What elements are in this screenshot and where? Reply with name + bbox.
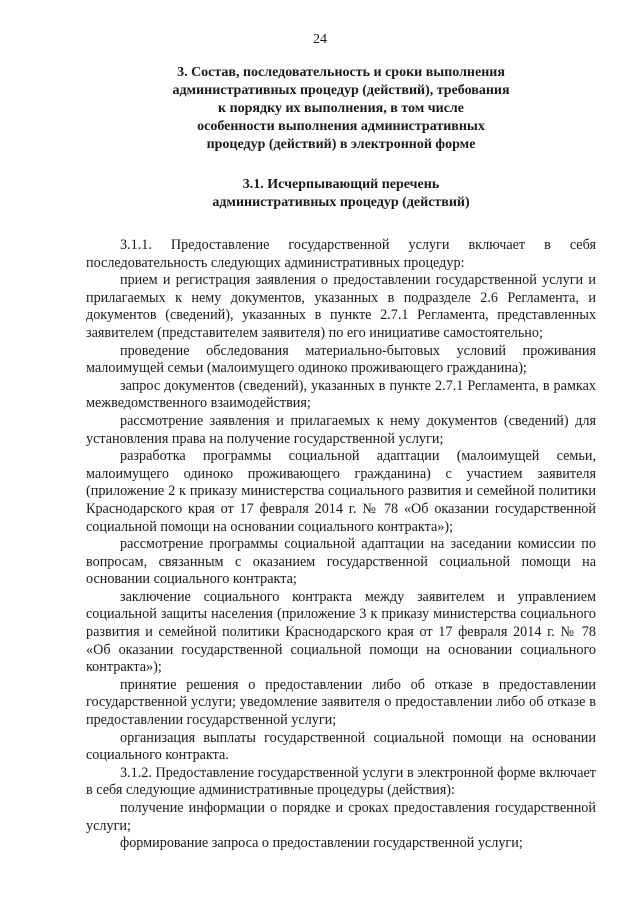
page-number: 24 <box>313 32 327 47</box>
paragraph-3-1-2-intro: 3.1.2. Предоставление государственной услуги в электронной форме включает в себя следующие административные процедуры (действия): <box>86 764 596 799</box>
procedure-item: организация выплаты государственной социальной помощи на основании социального контракта. <box>86 729 596 764</box>
section-heading-line: к порядку их выполнения, в том числе <box>218 101 464 116</box>
section-heading-line: процедур (действий) в электронной форме <box>206 137 476 152</box>
procedure-item: получение информации о порядке и сроках предоставления государственной услуги; <box>86 800 596 834</box>
procedure-item: запрос документов (сведений), указанных в пункте 2.7.1 Регламента, в рамках межведомственного взаимодействия; <box>86 377 596 412</box>
procedure-item: рассмотрение заявления и прилагаемых к нему документов (сведений) для установления права на получение государственной услуги; <box>86 412 596 447</box>
section-heading-line: особенности выполнения административных <box>197 119 485 134</box>
paragraph-3-1-1-intro: 3.1.1. Предоставление государственной услуги включает в себя последовательность следующих административных процедур: <box>86 237 596 271</box>
section-heading <box>86 64 596 154</box>
procedure-item: разработка программы социальной адаптации (малоимущей семьи, малоимущего одиноко проживающего гражданина) с участием заявителя (приложение 2 к приказу министерства социального развития и семейной политики Краснодарского края от 17 февраля 2014 г. № 78 «Об оказании государственной социальной помощи на основании социального контракта»); <box>86 448 596 535</box>
procedure-item: формирование запроса о предоставлении государственной услуги; <box>120 835 523 852</box>
subsection-heading-line: административных процедур (действий) <box>212 195 470 210</box>
body-text <box>86 237 596 853</box>
section-heading-line: 3. Состав, последовательность и сроки выполнения <box>177 65 505 80</box>
procedure-item: заключение социального контракта между заявителем и управлением социальной защиты населения (приложение 3 к приказу министерства социального развития и семейной политики Краснодарского края от 17 февраля 2014 г. № 78 «Об оказании государственной социальной помощи на основании социального контракта»); <box>86 588 596 676</box>
procedure-item: прием и регистрация заявления о предоставлении государственной услуги и прилагаемых к нему документов, указанных в подразделе 2.6 Регламента, и документов (сведений), указанных в пункте 2.7.1 Регламента, представленных заявителем (представителем заявителя) по его инициативе самостоятельно; <box>86 272 596 341</box>
procedure-item: рассмотрение программы социальной адаптации на заседании комиссии по вопросам, связанным с оказанием государственной социальной помощи на основании социального контракта; <box>86 536 596 588</box>
document-body <box>86 64 596 853</box>
subsection-heading-line: 3.1. Исчерпывающий перечень <box>242 177 440 192</box>
section-heading-line: административных процедур (действий), требования <box>172 83 510 98</box>
subsection-heading <box>86 176 596 212</box>
procedure-item: проведение обследования материально-бытовых условий проживания малоимущей семьи (малоимущего одиноко проживающего гражданина); <box>86 342 596 377</box>
procedure-item: принятие решения о предоставлении либо об отказе в предоставлении государственной услуги; уведомление заявителя о предоставлении либо об отказе в предоставлении государственной услуги; <box>86 676 596 729</box>
